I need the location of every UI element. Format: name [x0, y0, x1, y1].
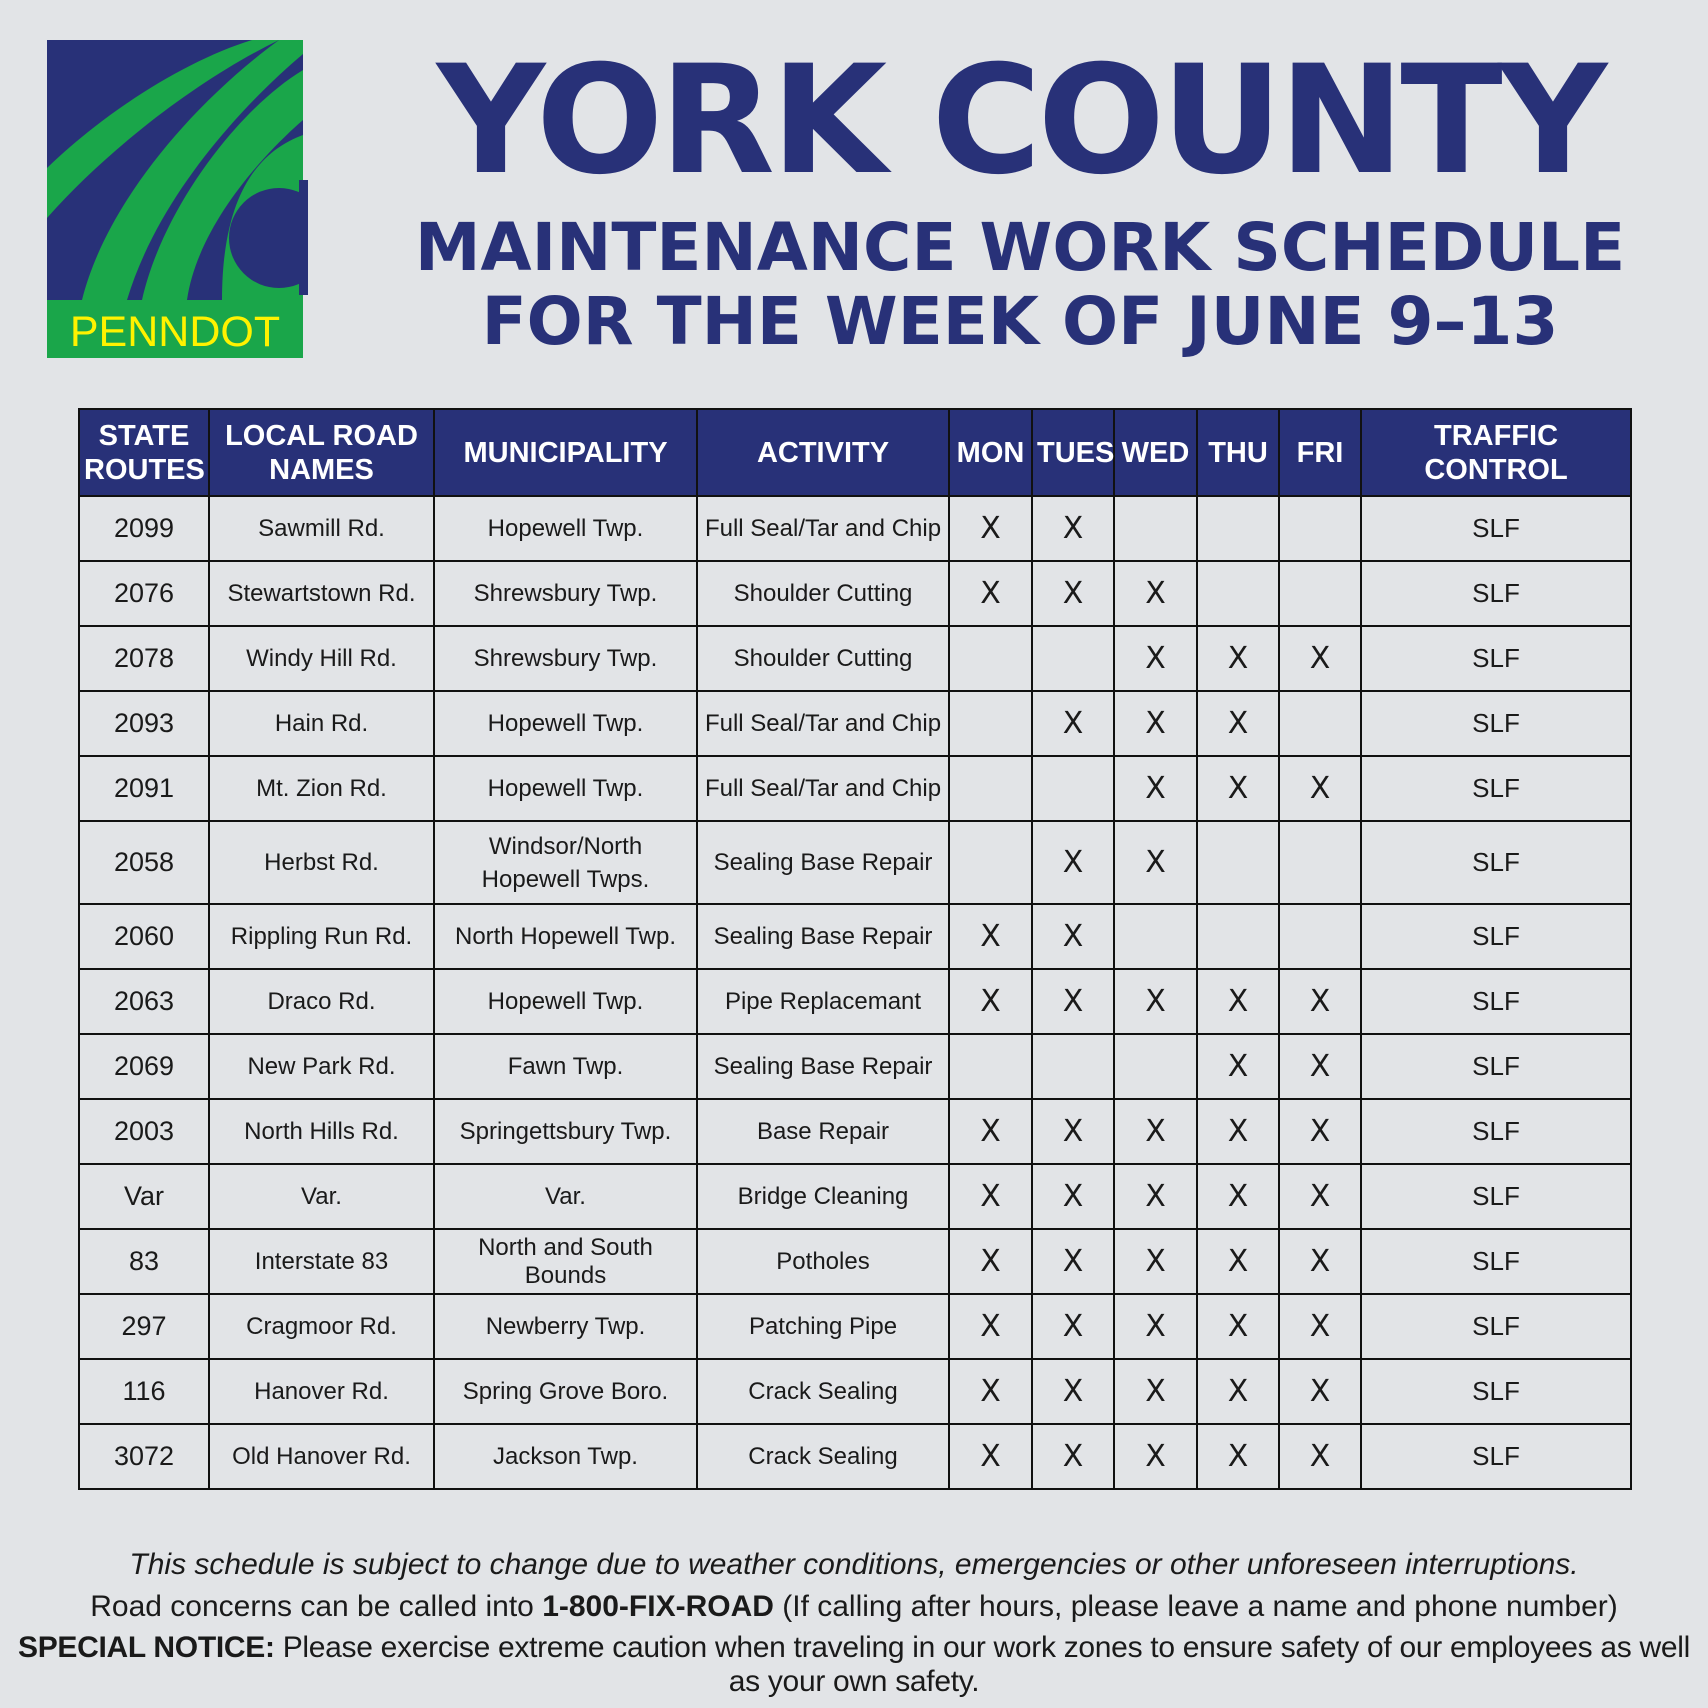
cell-wed: [1114, 496, 1197, 561]
cell-activity: Sealing Base Repair: [697, 904, 949, 969]
cell-road: Mt. Zion Rd.: [209, 756, 434, 821]
cell-wed: X: [1114, 691, 1197, 756]
cell-municipality: Jackson Twp.: [434, 1424, 697, 1489]
cell-route: 2093: [79, 691, 209, 756]
cell-tues: X: [1032, 1164, 1114, 1229]
cell-municipality: North Hopewell Twp.: [434, 904, 697, 969]
cell-fri: X: [1279, 1424, 1361, 1489]
cell-traffic-control: SLF: [1361, 756, 1631, 821]
cell-road: Interstate 83: [209, 1229, 434, 1294]
table-row: [79, 626, 1631, 691]
table-row: [79, 496, 1631, 561]
cell-wed: [1114, 1034, 1197, 1099]
cell-thu: X: [1197, 1359, 1279, 1424]
cell-tues: X: [1032, 1229, 1114, 1294]
cell-activity: Crack Sealing: [697, 1359, 949, 1424]
table-row: [79, 756, 1631, 821]
cell-municipality: Hopewell Twp.: [434, 691, 697, 756]
cell-wed: X: [1114, 1424, 1197, 1489]
cell-activity: Bridge Cleaning: [697, 1164, 949, 1229]
cell-mon: X: [949, 496, 1032, 561]
cell-mon: X: [949, 904, 1032, 969]
cell-route: 2099: [79, 496, 209, 561]
cell-traffic-control: SLF: [1361, 1164, 1631, 1229]
cell-tues: X: [1032, 904, 1114, 969]
cell-fri: X: [1279, 1034, 1361, 1099]
cell-wed: X: [1114, 1099, 1197, 1164]
cell-route: 2003: [79, 1099, 209, 1164]
header-fri: FRI: [1279, 409, 1361, 496]
table-row: [79, 1229, 1631, 1294]
cell-municipality: Var.: [434, 1164, 697, 1229]
header-mon: MON: [949, 409, 1032, 496]
cell-tues: X: [1032, 561, 1114, 626]
page-title: YORK COUNTY: [436, 34, 1604, 208]
cell-tues: X: [1032, 969, 1114, 1034]
cell-activity: Patching Pipe: [697, 1294, 949, 1359]
cell-route: 297: [79, 1294, 209, 1359]
cell-traffic-control: SLF: [1361, 1229, 1631, 1294]
cell-traffic-control: SLF: [1361, 691, 1631, 756]
cell-activity: Potholes: [697, 1229, 949, 1294]
cell-tues: X: [1032, 691, 1114, 756]
cell-route: 2069: [79, 1034, 209, 1099]
special-notice-line: [0, 1631, 1708, 1699]
header-activity: ACTIVITY: [697, 409, 949, 496]
cell-tues: [1032, 626, 1114, 691]
cell-municipality: Windsor/North Hopewell Twps.: [434, 821, 697, 904]
cell-mon: X: [949, 561, 1032, 626]
cell-tues: [1032, 1034, 1114, 1099]
cell-fri: X: [1279, 1294, 1361, 1359]
cell-fri: X: [1279, 1229, 1361, 1294]
cell-activity: Shoulder Cutting: [697, 561, 949, 626]
table-row: [79, 969, 1631, 1034]
cell-municipality: North and South Bounds: [434, 1229, 697, 1294]
cell-wed: X: [1114, 561, 1197, 626]
cell-activity: Crack Sealing: [697, 1424, 949, 1489]
cell-wed: X: [1114, 756, 1197, 821]
cell-municipality: Fawn Twp.: [434, 1034, 697, 1099]
cell-route: 2063: [79, 969, 209, 1034]
cell-wed: X: [1114, 1229, 1197, 1294]
cell-fri: [1279, 496, 1361, 561]
cell-municipality: Hopewell Twp.: [434, 496, 697, 561]
cell-mon: X: [949, 1229, 1032, 1294]
cell-traffic-control: SLF: [1361, 561, 1631, 626]
cell-activity: Shoulder Cutting: [697, 626, 949, 691]
cell-municipality: Springettsbury Twp.: [434, 1099, 697, 1164]
cell-traffic-control: SLF: [1361, 904, 1631, 969]
cell-road: Var.: [209, 1164, 434, 1229]
cell-fri: X: [1279, 1359, 1361, 1424]
cell-mon: X: [949, 1294, 1032, 1359]
header-state-routes: STATE ROUTES: [79, 409, 209, 496]
cell-traffic-control: SLF: [1361, 1294, 1631, 1359]
header-municipality: MUNICIPALITY: [434, 409, 697, 496]
cell-thu: X: [1197, 1229, 1279, 1294]
header-thu: THU: [1197, 409, 1279, 496]
cell-thu: X: [1197, 1034, 1279, 1099]
cell-municipality: Newberry Twp.: [434, 1294, 697, 1359]
cell-road: Draco Rd.: [209, 969, 434, 1034]
cell-traffic-control: SLF: [1361, 1099, 1631, 1164]
table-row: [79, 1034, 1631, 1099]
cell-fri: [1279, 561, 1361, 626]
cell-activity: Sealing Base Repair: [697, 1034, 949, 1099]
header-traffic-control: TRAFFIC CONTROL: [1361, 409, 1631, 496]
cell-activity: Pipe Replacemant: [697, 969, 949, 1034]
cell-municipality: Hopewell Twp.: [434, 756, 697, 821]
cell-thu: X: [1197, 1424, 1279, 1489]
cell-wed: X: [1114, 1164, 1197, 1229]
concerns-prefix: Road concerns can be called into: [90, 1590, 543, 1623]
cell-municipality: Hopewell Twp.: [434, 969, 697, 1034]
logo-text: PENNDOT: [69, 308, 281, 356]
cell-thu: X: [1197, 756, 1279, 821]
cell-thu: X: [1197, 1294, 1279, 1359]
cell-thu: X: [1197, 1099, 1279, 1164]
cell-fri: [1279, 691, 1361, 756]
cell-route: 2091: [79, 756, 209, 821]
maintenance-schedule-table: [78, 408, 1632, 1490]
cell-fri: X: [1279, 626, 1361, 691]
cell-road: Old Hanover Rd.: [209, 1424, 434, 1489]
cell-activity: Full Seal/Tar and Chip: [697, 496, 949, 561]
cell-route: 2058: [79, 821, 209, 904]
table-row: [79, 1424, 1631, 1489]
concerns-suffix: (If calling after hours, please leave a name and phone number): [773, 1590, 1618, 1623]
cell-tues: X: [1032, 1424, 1114, 1489]
road-concerns-line: [0, 1590, 1708, 1624]
cell-wed: X: [1114, 821, 1197, 904]
header-wed: WED: [1114, 409, 1197, 496]
table-row: [79, 821, 1631, 904]
header-tues: TUES: [1032, 409, 1114, 496]
cell-route: 83: [79, 1229, 209, 1294]
cell-wed: X: [1114, 1294, 1197, 1359]
cell-traffic-control: SLF: [1361, 821, 1631, 904]
cell-thu: [1197, 821, 1279, 904]
table-row: [79, 904, 1631, 969]
week-subtitle: FOR THE WEEK OF JUNE 9–13: [481, 283, 1559, 360]
cell-mon: [949, 756, 1032, 821]
cell-tues: [1032, 756, 1114, 821]
disclaimer-text: This schedule is subject to change due to weather conditions, emergencies or other unforeseen interruptions.: [129, 1548, 1579, 1581]
cell-road: Hanover Rd.: [209, 1359, 434, 1424]
cell-activity: Sealing Base Repair: [697, 821, 949, 904]
cell-route: 3072: [79, 1424, 209, 1489]
cell-municipality: Shrewsbury Twp.: [434, 561, 697, 626]
table-row: [79, 1099, 1631, 1164]
table-header-row: [79, 409, 1631, 496]
cell-road: Windy Hill Rd.: [209, 626, 434, 691]
cell-mon: [949, 821, 1032, 904]
cell-thu: [1197, 904, 1279, 969]
cell-traffic-control: SLF: [1361, 626, 1631, 691]
cell-fri: X: [1279, 969, 1361, 1034]
cell-road: Herbst Rd.: [209, 821, 434, 904]
cell-tues: X: [1032, 1099, 1114, 1164]
cell-thu: X: [1197, 691, 1279, 756]
cell-road: Rippling Run Rd.: [209, 904, 434, 969]
table-row: [79, 1164, 1631, 1229]
cell-road: North Hills Rd.: [209, 1099, 434, 1164]
cell-fri: [1279, 904, 1361, 969]
cell-fri: X: [1279, 756, 1361, 821]
cell-route: 2078: [79, 626, 209, 691]
cell-route: 116: [79, 1359, 209, 1424]
cell-mon: X: [949, 1424, 1032, 1489]
penndot-logo-graphic: [47, 40, 308, 358]
cell-road: Stewartstown Rd.: [209, 561, 434, 626]
cell-tues: X: [1032, 1294, 1114, 1359]
cell-route: 2076: [79, 561, 209, 626]
special-notice-label: SPECIAL NOTICE:: [18, 1631, 275, 1664]
cell-fri: X: [1279, 1099, 1361, 1164]
cell-fri: X: [1279, 1164, 1361, 1229]
cell-traffic-control: SLF: [1361, 1424, 1631, 1489]
cell-tues: X: [1032, 496, 1114, 561]
cell-road: Sawmill Rd.: [209, 496, 434, 561]
table-row: [79, 1294, 1631, 1359]
cell-mon: [949, 1034, 1032, 1099]
cell-tues: X: [1032, 1359, 1114, 1424]
cell-tues: X: [1032, 821, 1114, 904]
fix-road-phone: 1-800-FIX-ROAD: [542, 1590, 774, 1623]
cell-thu: [1197, 561, 1279, 626]
penndot-logo: [47, 40, 308, 358]
cell-mon: X: [949, 1164, 1032, 1229]
cell-thu: X: [1197, 969, 1279, 1034]
cell-traffic-control: SLF: [1361, 1359, 1631, 1424]
cell-road: Hain Rd.: [209, 691, 434, 756]
cell-wed: [1114, 904, 1197, 969]
header-local-road-names: LOCAL ROAD NAMES: [209, 409, 434, 496]
cell-traffic-control: SLF: [1361, 496, 1631, 561]
cell-route: 2060: [79, 904, 209, 969]
cell-wed: X: [1114, 626, 1197, 691]
cell-fri: [1279, 821, 1361, 904]
table-row: [79, 691, 1631, 756]
schedule-subtitle: MAINTENANCE WORK SCHEDULE: [414, 209, 1626, 286]
cell-mon: X: [949, 969, 1032, 1034]
table-row: [79, 1359, 1631, 1424]
special-notice-text: Please exercise extreme caution when traveling in our work zones to ensure safety of our employees as well as your own safety.: [274, 1631, 1690, 1698]
cell-activity: Full Seal/Tar and Chip: [697, 756, 949, 821]
cell-municipality: Shrewsbury Twp.: [434, 626, 697, 691]
cell-route: Var: [79, 1164, 209, 1229]
cell-wed: X: [1114, 1359, 1197, 1424]
cell-mon: X: [949, 1359, 1032, 1424]
cell-thu: X: [1197, 626, 1279, 691]
cell-municipality: Spring Grove Boro.: [434, 1359, 697, 1424]
cell-traffic-control: SLF: [1361, 1034, 1631, 1099]
cell-road: Cragmoor Rd.: [209, 1294, 434, 1359]
cell-traffic-control: SLF: [1361, 969, 1631, 1034]
cell-mon: [949, 626, 1032, 691]
cell-thu: X: [1197, 1164, 1279, 1229]
cell-road: New Park Rd.: [209, 1034, 434, 1099]
table-row: [79, 561, 1631, 626]
cell-activity: Base Repair: [697, 1099, 949, 1164]
cell-wed: X: [1114, 969, 1197, 1034]
cell-activity: Full Seal/Tar and Chip: [697, 691, 949, 756]
cell-mon: [949, 691, 1032, 756]
cell-mon: X: [949, 1099, 1032, 1164]
cell-thu: [1197, 496, 1279, 561]
